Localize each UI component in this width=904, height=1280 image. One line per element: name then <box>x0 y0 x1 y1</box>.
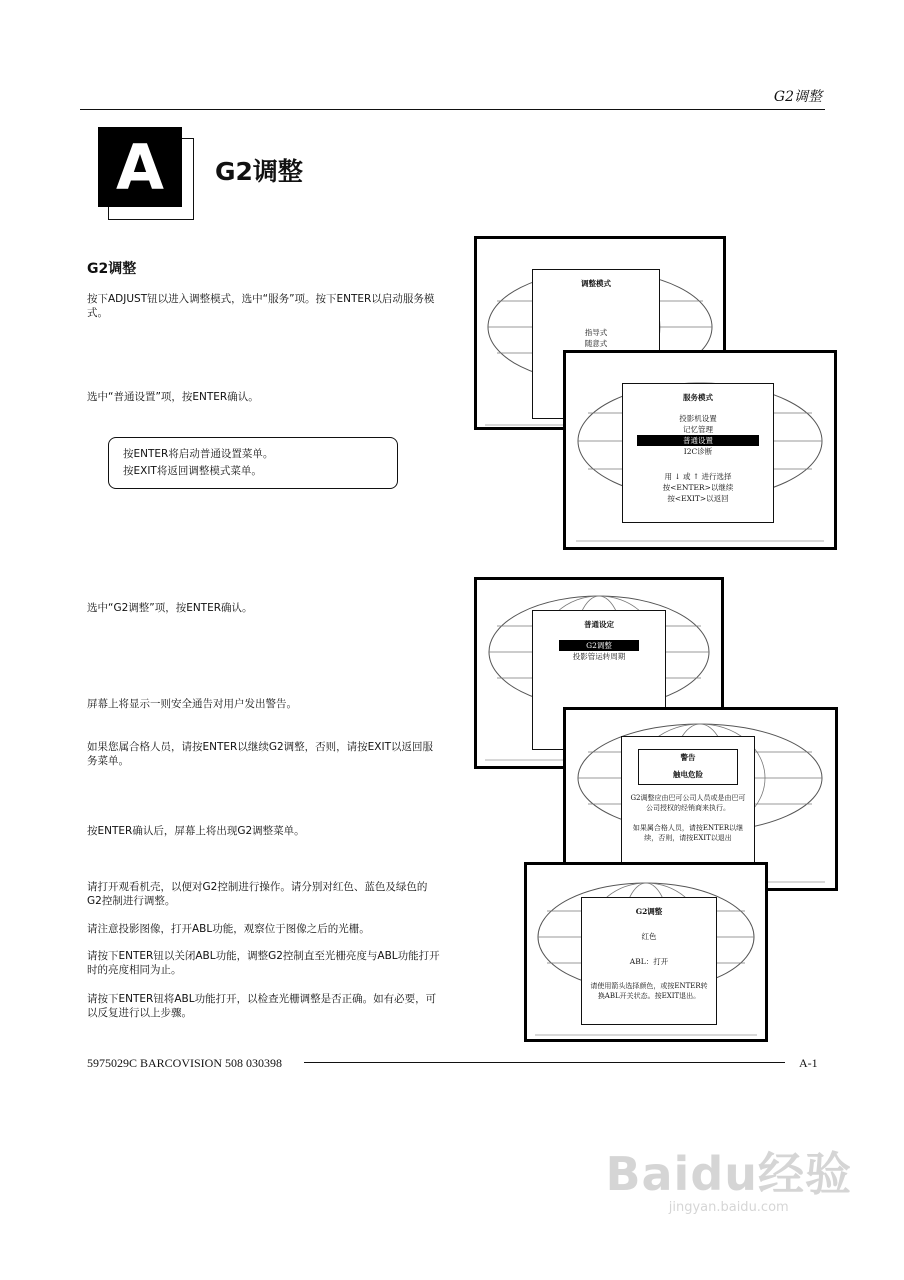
screen-g2-adjust <box>524 862 768 1042</box>
watermark-url: jingyan.baidu.com <box>668 1200 789 1215</box>
paragraph-9: 请按下ENTER钮以关闭ABL功能，调整G2控制直至光栅亮度与ABL功能打开时的亮度相同为止。 <box>87 950 440 976</box>
menu-title: 服务模式 <box>683 393 713 402</box>
warning-title: 警告 <box>680 753 696 762</box>
paragraph-6: 按ENTER确认后，屏幕上将出现G2调整菜单。 <box>87 825 305 837</box>
menu-title: G2调整 <box>635 907 663 916</box>
paragraph-1: 按下ADJUST钮以进入调整模式，选中“服务”项。按下ENTER以启动服务模式。 <box>87 293 435 319</box>
paragraph-7: 请打开观看机壳，以便对G2控制进行操作。请分别对红色、蓝色及绿色的G2控制进行调整。 <box>87 881 428 907</box>
watermark <box>605 1138 852 1215</box>
chapter-badge: A <box>98 127 182 207</box>
screen-service-mode <box>563 350 837 550</box>
menu-title: 调整模式 <box>581 279 611 288</box>
menu-item-memory-management[interactable]: 记忆管理 <box>683 425 713 434</box>
warning-text-2: 如果属合格人员，请按ENTER以继续，否则，请按EXIT以退出 <box>632 824 744 842</box>
watermark-brand: Baidu经验 <box>605 1147 852 1201</box>
menu-item-i2c-diagnostics[interactable]: I2C诊断 <box>683 447 713 456</box>
hint-select: 用 ↓ 或 ↑ 进行选择 <box>664 472 732 481</box>
warning-text-1: G2调整应由巴可公司人员或是由巴可公司授权的经销商来执行。 <box>630 794 746 812</box>
note-line-1: 按ENTER将启动普通设置菜单。 <box>123 448 274 460</box>
menu-item-projector-setup[interactable]: 投影机设置 <box>679 414 717 423</box>
section-title: G2调整 <box>87 261 137 277</box>
paragraph-10: 请按下ENTER钮将ABL功能打开，以检查光栅调整是否正确。如有必要，可以反复进行以上步骤。 <box>87 993 437 1019</box>
paragraph-8: 请注意投影图像，打开ABL功能，观察位于图像之后的光栅。 <box>87 923 370 935</box>
g2-instructions: 请使用箭头选择颜色，或按ENTER转换ABL开关状态。按EXIT退出。 <box>590 982 708 1000</box>
note-line-2: 按EXIT将返回调整模式菜单。 <box>123 465 262 477</box>
warning-header-box <box>638 749 738 785</box>
menu-item-tube-runtime[interactable]: 投影管运转周期 <box>572 652 626 661</box>
note-box <box>108 437 398 489</box>
running-header: G2调整 <box>773 89 822 105</box>
menu-item-guided[interactable]: 指导式 <box>584 328 608 337</box>
page-number: A-1 <box>799 1056 818 1070</box>
menu-g2-adjust <box>581 897 717 1025</box>
menu-item-g2-adjust-selected[interactable]: G2调整 <box>559 640 639 651</box>
paragraph-5: 如果您属合格人员，请按ENTER以继续G2调整，否则，请按EXIT以返回服务菜单。 <box>87 741 433 767</box>
header-rule <box>80 109 825 110</box>
warning-subtitle: 触电危险 <box>673 770 703 779</box>
color-value[interactable]: 红色 <box>641 932 657 941</box>
menu-service-mode <box>622 383 774 523</box>
paragraph-2: 选中“普通设置”项，按ENTER确认。 <box>87 391 259 403</box>
hint-enter: 按<ENTER>以继续 <box>662 483 734 492</box>
footer-doc-id: 5975029C BARCOVISION 508 030398 <box>87 1056 283 1070</box>
abl-status[interactable]: ABL：打开 <box>629 957 669 966</box>
hint-exit: 按<EXIT>以返回 <box>667 494 729 503</box>
paragraph-4: 屏幕上将显示一则安全通告对用户发出警告。 <box>87 698 297 710</box>
footer-rule <box>304 1062 785 1063</box>
paragraph-3: 选中“G2调整”项，按ENTER确认。 <box>87 602 253 614</box>
warning-dialog <box>621 736 755 864</box>
menu-item-general-setup-selected[interactable]: 普通设置 <box>637 435 759 446</box>
menu-item-random[interactable]: 随意式 <box>584 339 608 348</box>
menu-title: 普通设定 <box>584 620 614 629</box>
chapter-title: G2调整 <box>215 157 303 186</box>
